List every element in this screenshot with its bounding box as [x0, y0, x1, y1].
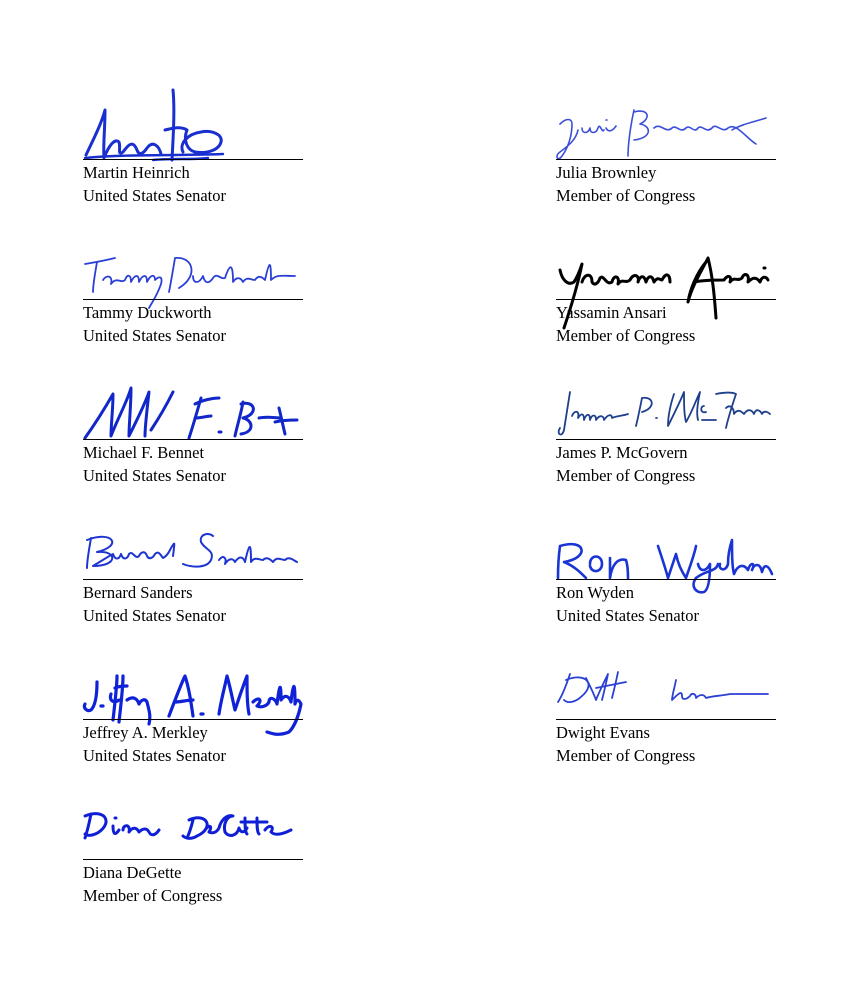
signer-name: Julia Brownley	[556, 163, 657, 182]
signer-title: Member of Congress	[556, 186, 696, 205]
signer-title: Member of Congress	[556, 326, 696, 345]
signer-name: Ron Wyden	[556, 583, 634, 602]
signature-line	[83, 719, 303, 720]
signature-block-bernard-sanders	[83, 520, 303, 670]
signer-name: Diana DeGette	[83, 863, 182, 882]
signer-title: United States Senator	[83, 326, 226, 345]
signature-line	[556, 159, 776, 160]
signer-title: United States Senator	[83, 186, 226, 205]
signer-title: Member of Congress	[556, 466, 696, 485]
signer-title: United States Senator	[83, 606, 226, 625]
signature-block-michael-f-bennet	[83, 380, 303, 530]
signature-line	[556, 719, 776, 720]
signer-name: Tammy Duckworth	[83, 303, 212, 322]
signature-line	[83, 299, 303, 300]
signer-name: Bernard Sanders	[83, 583, 193, 602]
signer-name: Dwight Evans	[556, 723, 650, 742]
signer-title: Member of Congress	[556, 746, 696, 765]
signature-block-martin-heinrich	[83, 100, 303, 250]
signature-line	[83, 579, 303, 580]
signature-block-ron-wyden	[556, 520, 776, 670]
signer-name: Michael F. Bennet	[83, 443, 205, 462]
signer-name: Yassamin Ansari	[556, 303, 667, 322]
signer-title: United States Senator	[556, 606, 699, 625]
signer-name: Jeffrey A. Merkley	[83, 723, 208, 742]
signature-block-tammy-duckworth	[83, 240, 303, 390]
signer-title: United States Senator	[83, 746, 226, 765]
signer-name: James P. McGovern	[556, 443, 688, 462]
signature-line	[83, 159, 303, 160]
signature-line	[556, 579, 776, 580]
signature-block-yassamin-ansari	[556, 240, 776, 390]
signer-name: Martin Heinrich	[83, 163, 190, 182]
signature-line	[83, 859, 303, 860]
signer-title: Member of Congress	[83, 886, 223, 905]
signature-block-jeffrey-a-merkley	[83, 660, 303, 810]
signature-block-diana-degette	[83, 800, 303, 950]
signature-block-dwight-evans	[556, 660, 776, 810]
signature-line	[556, 439, 776, 440]
signature-line	[556, 299, 776, 300]
signature-line	[83, 439, 303, 440]
signature-block-james-p-mcgovern	[556, 380, 776, 530]
signature-block-julia-brownley	[556, 100, 776, 250]
signer-title: United States Senator	[83, 466, 226, 485]
